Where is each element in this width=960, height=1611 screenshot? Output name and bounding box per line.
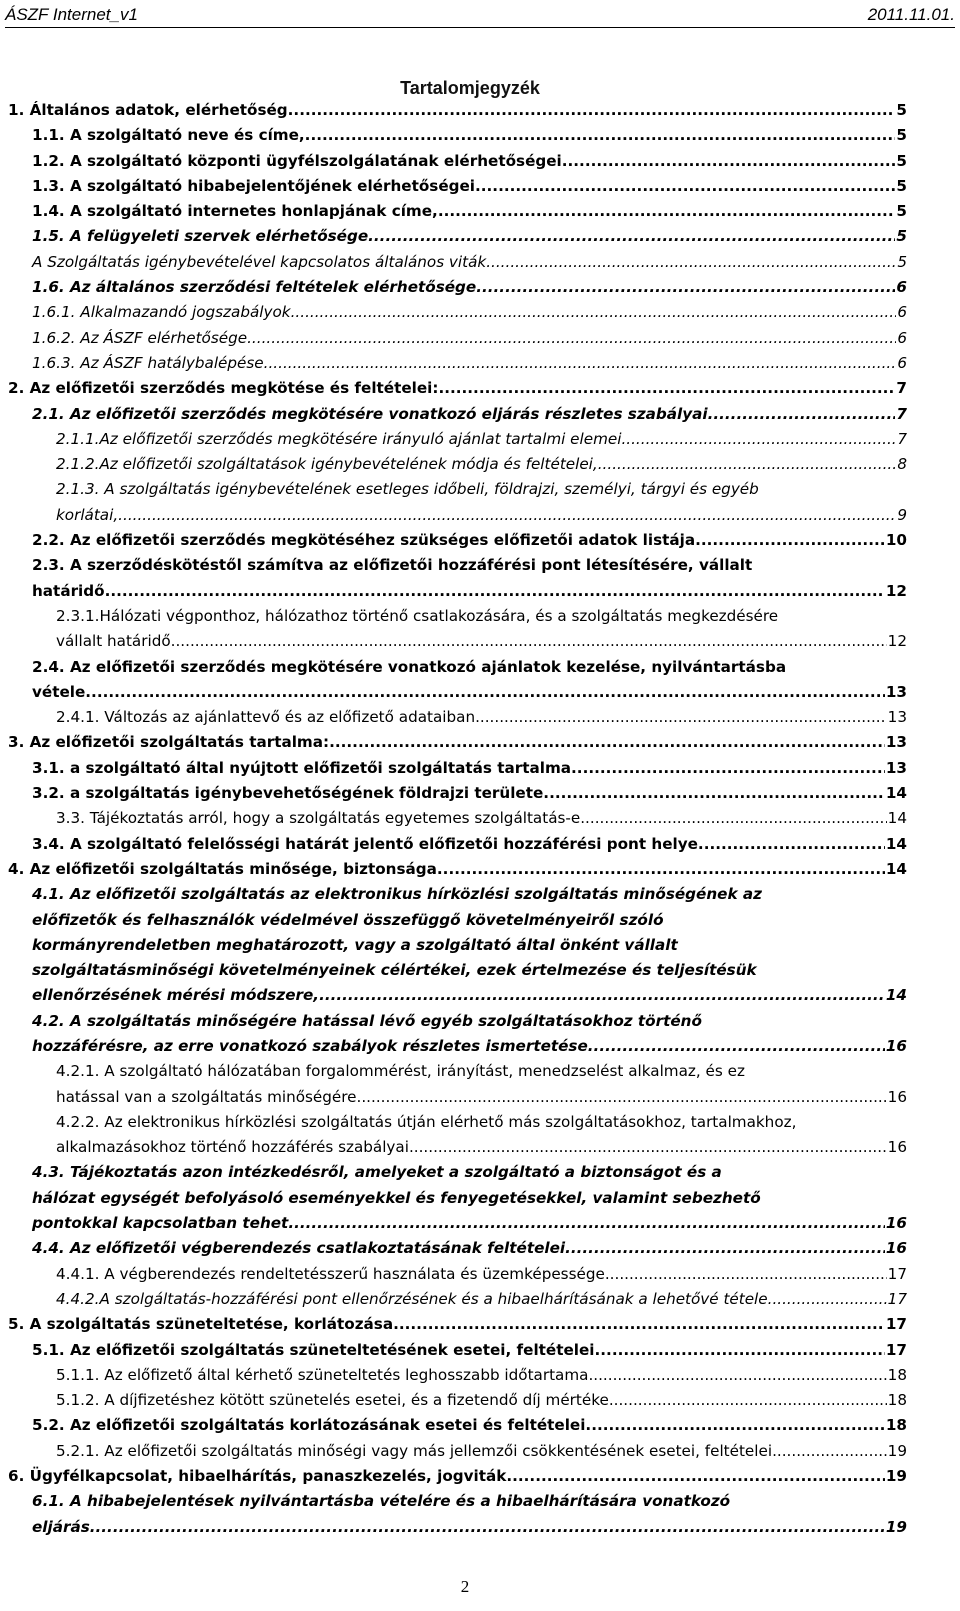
toc-entry-text: eljárás (32, 1517, 90, 1536)
toc-entry-text: 1.5. A felügyeleti szervek elérhetősége (32, 227, 369, 246)
toc-entry-text: 2.3.1.Hálózati végponthoz, hálózathoz történő csatlakozására, és a szolgáltatás megkezdésére (56, 606, 779, 625)
toc-entry[interactable] (0, 402, 907, 427)
toc-entry-text: 3.4. A szolgáltató felelősségi határát jelentő előfizetői hozzáférési pont helye (32, 834, 698, 853)
toc-entry-text: 2.1.3. A szolgáltatás igénybevételének esetleges időbeli, földrajzi, személyi, tárgyi és egyéb (56, 480, 759, 499)
dot-leader (609, 1388, 887, 1413)
dot-leader (768, 1287, 887, 1312)
toc-entry-text: hálózat egységét befolyásoló eseményekkel és fenyegetésekkel, valamint sebezhető (32, 1188, 761, 1207)
toc-entry-text: 2.1.2.Az előfizetői szolgáltatások igénybevételének módja és feltételei, (56, 455, 598, 474)
dot-leader (438, 199, 896, 224)
toc-page-number: 7 (896, 404, 907, 423)
toc-entry-text: 4.2.1. A szolgáltató hálózatában forgalommérést, irányítást, menedzselést alkalmaz, és ez (56, 1062, 745, 1081)
toc-entry[interactable] (0, 1439, 907, 1464)
toc-entry[interactable] (0, 1110, 907, 1161)
toc-entry-text: 1.2. A szolgáltató központi ügyfélszolgálatának elérhetőségei (32, 151, 562, 170)
toc-page-number: 18 (885, 1416, 907, 1435)
toc-entry-text: 2.4. Az előfizetői szerződés megkötésére vonatkozó ajánlatok kezelése, nyilvántartásba (32, 657, 787, 676)
toc-page-number: 14 (887, 809, 907, 828)
toc-page-number: 7 (897, 429, 907, 448)
toc-entry-text: korlátai, (56, 505, 119, 524)
dot-leader (695, 528, 885, 553)
dot-leader (329, 730, 885, 755)
dot-leader (562, 149, 896, 174)
toc-entry[interactable] (0, 1464, 907, 1489)
toc-page-number: 13 (885, 733, 907, 752)
toc-entry-text: ellenőrzésének mérési módszere, (32, 986, 320, 1005)
toc-entry[interactable] (0, 199, 907, 224)
toc-entry[interactable] (0, 1489, 907, 1540)
toc-entry-text: 1.3. A szolgáltató hibabejelentőjének elérhetőségei (32, 176, 475, 195)
dot-leader (571, 756, 885, 781)
toc-page-number: 17 (885, 1340, 907, 1359)
dot-leader (118, 503, 896, 528)
dot-leader (291, 300, 897, 325)
dot-leader (588, 1034, 885, 1059)
toc-entry[interactable] (0, 1338, 907, 1363)
toc-entry[interactable] (0, 1287, 907, 1312)
toc-entry-text: 2.2. Az előfizetői szerződés megkötéséhez szükséges előfizetői adatok listája (32, 531, 696, 550)
toc-entry[interactable] (0, 553, 907, 604)
toc-entry-text: 2.1. Az előfizetői szerződés megkötésére vonatkozó eljárás részletes szabályai (32, 404, 708, 423)
toc-entry[interactable] (0, 528, 907, 553)
toc-page-number: 6 (897, 328, 907, 347)
toc-page-number: 19 (885, 1467, 907, 1486)
dot-leader (437, 857, 885, 882)
dot-leader (708, 402, 896, 427)
toc-page-number: 17 (887, 1264, 907, 1283)
toc-page-number: 6 (897, 353, 907, 372)
toc-page-number: 19 (887, 1441, 907, 1460)
toc-entry-text: 3. Az előfizetői szolgáltatás tartalma: (8, 733, 330, 752)
toc-entry[interactable] (0, 655, 907, 706)
toc-page-number: 16 (885, 1214, 907, 1233)
toc-entry[interactable] (0, 123, 907, 148)
toc-entry-text: A Szolgáltatás igénybevételével kapcsolatos általános viták (32, 252, 487, 271)
dot-leader (772, 1439, 887, 1464)
toc-entry[interactable] (0, 730, 907, 755)
toc-entry-text: vállalt határidő (56, 632, 171, 651)
toc-entry[interactable] (0, 477, 907, 528)
toc-entry[interactable] (0, 781, 907, 806)
toc-entry[interactable] (0, 756, 907, 781)
toc-entry-text: 1.4. A szolgáltató internetes honlapjának címe, (32, 202, 438, 221)
toc-page-number: 13 (885, 758, 907, 777)
toc-entry-text: 3.3. Tájékoztatás arról, hogy a szolgáltatás egyetemes szolgáltatás-e (56, 809, 581, 828)
toc-entry[interactable] (0, 1312, 907, 1337)
dot-leader (90, 1515, 885, 1540)
toc-entry[interactable] (0, 250, 907, 275)
toc-entry[interactable] (0, 275, 907, 300)
toc-page-number: 6 (897, 303, 907, 322)
toc-page-number: 5 (896, 126, 907, 145)
toc-entry-text: kormányrendeletben meghatározott, vagy a szolgáltató által önként vállalt (32, 935, 678, 954)
dot-leader (264, 351, 897, 376)
toc-entry[interactable] (0, 1363, 907, 1388)
toc-page-number: 5 (897, 252, 907, 271)
dot-leader (506, 1464, 885, 1489)
toc-entry[interactable] (0, 1009, 907, 1060)
toc-entry[interactable] (0, 300, 907, 325)
toc-entry[interactable] (0, 1413, 907, 1438)
toc-entry[interactable] (0, 427, 907, 452)
dot-leader (698, 832, 885, 857)
toc-entry-text: vétele (32, 682, 86, 701)
toc-entry-text: 1.6.3. Az ÁSZF hatálybalépése (32, 353, 264, 372)
dot-leader (288, 1211, 885, 1236)
toc-entry-text: 2.1.1.Az előfizetői szerződés megkötésére irányuló ajánlat tartalmi elemei (56, 429, 622, 448)
dot-leader (486, 250, 896, 275)
toc-entry-text: 5.1.2. A díjfizetéshez kötött szünetelés esetei, és a fizetendő díj mértéke (56, 1391, 609, 1410)
toc-page-number: 5 (896, 101, 907, 119)
toc-entry-text: 4.4. Az előfizetői végberendezés csatlakoztatásának feltételei (32, 1239, 566, 1258)
toc-entry[interactable] (0, 1160, 907, 1236)
toc-page-number: 6 (896, 278, 907, 297)
toc-entry-text: 1.6.2. Az ÁSZF elérhetősége (32, 328, 248, 347)
toc-entry-text: 2.4.1. Változás az ajánlattevő és az előfizető adataiban (56, 708, 476, 727)
toc-entry-text: 3.1. a szolgáltató által nyújtott előfizetői szolgáltatás tartalma (32, 758, 572, 777)
toc-entry[interactable] (0, 98, 907, 123)
toc-entry-text: alkalmazásokhoz történő hozzáférés szabályai. (56, 1138, 414, 1157)
toc-page-number: 5 (896, 151, 907, 170)
toc-page-number: 14 (885, 784, 907, 803)
toc-entry-text: 4.4.1. A végberendezés rendeltetésszerű használata és üzemképessége (56, 1264, 605, 1283)
dot-leader (85, 680, 885, 705)
toc-page-number: 14 (885, 859, 907, 878)
toc-page-number: 16 (885, 1036, 907, 1055)
toc-entry-text: 3.2. a szolgáltatás igénybevehetőségének földrajzi területe (32, 784, 544, 803)
toc-entry-text: 1.6.1. Alkalmazandó jogszabályok (32, 303, 291, 322)
dot-leader (585, 1413, 884, 1438)
toc-page-number: 9 (897, 505, 907, 524)
toc-entry[interactable] (0, 376, 907, 401)
toc-page-number: 12 (885, 581, 907, 600)
toc-page-number: 5 (896, 176, 907, 195)
toc-entry-text: 4.3. Tájékoztatás azon intézkedésről, amelyeket a szolgáltató a biztonságot és a (32, 1163, 722, 1182)
toc-entry[interactable] (0, 604, 907, 655)
toc-page-number: 5 (896, 227, 907, 246)
dot-leader (368, 224, 895, 249)
toc-page-number: 16 (887, 1087, 907, 1106)
header-date: 2011.11.01. (867, 5, 955, 24)
toc-entry-text: 5.2.1. Az előfizetői szolgáltatás minőségi vagy más jellemzői csökkentésének esetei, feltételei (56, 1441, 773, 1460)
toc-entry[interactable] (0, 857, 907, 882)
toc-entry-text: 6. Ügyfélkapcsolat, hibaelhárítás, panaszkezelés, jogviták (8, 1467, 507, 1486)
toc-entry-text: 2. Az előfizetői szerződés megkötése és feltételei: (8, 379, 439, 398)
toc-page-number: 19 (885, 1517, 907, 1536)
header-doc-name: ÁSZF Internet_v1 (5, 5, 138, 24)
toc-entry-text: 1.1. A szolgáltató neve és címe, (32, 126, 305, 145)
dot-leader (565, 1236, 885, 1261)
toc-entry-text: előfizetők és felhasználók védelmével összefüggő követelményeiről szóló (32, 910, 664, 929)
dot-leader (580, 806, 886, 831)
toc-entry[interactable] (0, 452, 907, 477)
toc-entry[interactable] (0, 224, 907, 249)
dot-leader (543, 781, 885, 806)
table-of-contents (0, 98, 960, 1540)
toc-page-number: 17 (887, 1289, 907, 1308)
toc-entry[interactable] (0, 1388, 907, 1413)
toc-entry-text: 4.4.2.A szolgáltatás-hozzáférési pont ellenőrzésének és a hibaelhárításának a lehetővé tétele (56, 1289, 768, 1308)
dot-leader (305, 123, 896, 148)
dot-leader (588, 1363, 886, 1388)
dot-leader (288, 98, 896, 123)
toc-entry-text: 1. Általános adatok, elérhetőség (8, 101, 288, 119)
dot-leader (476, 275, 895, 300)
dot-leader (438, 376, 895, 401)
toc-entry[interactable] (0, 832, 907, 857)
toc-entry-text: 4.2. A szolgáltatás minőségére hatással lévő egyéb szolgáltatásokhoz történő (32, 1011, 702, 1030)
toc-entry-text: 2.3. A szerződéskötéstől számítva az előfizetői hozzáférési pont létesítésére, vállalt (32, 556, 753, 575)
toc-entry-text: 5. A szolgáltatás szüneteltetése, korlátozása (8, 1315, 394, 1334)
toc-entry-text: szolgáltatásminőségi követelményeinek célértékei, ezek értelmezése és teljesítésük (32, 961, 757, 980)
toc-entry[interactable] (0, 174, 907, 199)
toc-entry-text: 4.1. Az előfizetői szolgáltatás az elektronikus hírközlési szolgáltatás minőségének az (32, 885, 762, 904)
dot-leader (595, 1338, 885, 1363)
toc-entry[interactable] (0, 326, 907, 351)
toc-entry[interactable] (0, 1059, 907, 1110)
toc-entry-text: pontokkal kapcsolatban tehet (32, 1214, 289, 1233)
dot-leader (319, 983, 885, 1008)
toc-entry-text: határidő (32, 581, 105, 600)
dot-leader (361, 1085, 886, 1110)
toc-entry[interactable] (0, 705, 907, 730)
toc-page-number: 16 (885, 1239, 907, 1258)
toc-entry-text: hatással van a szolgáltatás minőségére. (56, 1087, 362, 1106)
dot-leader (475, 705, 887, 730)
toc-entry-text: 5.1.1. Az előfizető által kérhető szüneteltetés leghosszabb időtartama (56, 1365, 589, 1384)
toc-page-number: 7 (896, 379, 907, 398)
dot-leader (171, 629, 887, 654)
toc-entry-text: 4. Az előfizetői szolgáltatás minősége, biztonsága (8, 859, 437, 878)
toc-entry[interactable] (0, 1236, 907, 1261)
dot-leader (621, 427, 896, 452)
toc-entry-text: 5.1. Az előfizetői szolgáltatás szüneteltetésének esetei, feltételei (32, 1340, 595, 1359)
toc-page-number: 13 (887, 708, 907, 727)
toc-page-number: 14 (885, 834, 907, 853)
page-header (5, 5, 955, 28)
toc-page-number: 10 (885, 531, 907, 550)
page-number: 2 (460, 1577, 470, 1596)
dot-leader (605, 1262, 887, 1287)
toc-entry[interactable] (0, 351, 907, 376)
toc-entry-text: hozzáférésre, az erre vonatkozó szabályok részletes ismertetése (32, 1036, 588, 1055)
toc-entry-text: 5.2. Az előfizetői szolgáltatás korlátozásának esetei és feltételei (32, 1416, 586, 1435)
toc-entry-text: 1.6. Az általános szerződési feltételek elérhetősége (32, 278, 477, 297)
toc-page-number: 17 (885, 1315, 907, 1334)
toc-entry-text: 6.1. A hibabejelentések nyilvántartásba vételére és a hibaelhárítására vonatkozó (32, 1492, 731, 1511)
toc-page-number: 12 (887, 632, 907, 651)
toc-page-number: 13 (885, 682, 907, 701)
dot-leader (393, 1312, 885, 1337)
dot-leader (475, 174, 895, 199)
toc-entry[interactable] (0, 1262, 907, 1287)
toc-page-number: 16 (887, 1138, 907, 1157)
dot-leader (414, 1135, 887, 1160)
toc-page-number: 14 (885, 986, 907, 1005)
toc-entry[interactable] (0, 882, 907, 1008)
toc-title: Tartalomjegyzék (400, 78, 540, 98)
dot-leader (105, 579, 885, 604)
toc-page-number: 5 (896, 202, 907, 221)
dot-leader (598, 452, 897, 477)
toc-page-number: 18 (887, 1365, 907, 1384)
toc-entry-text: 4.2.2. Az elektronikus hírközlési szolgáltatás útján elérhető más szolgáltatásokhoz, tartalmakhoz, (56, 1112, 797, 1131)
toc-entry[interactable] (0, 149, 907, 174)
dot-leader (247, 326, 896, 351)
toc-page-number: 8 (897, 455, 907, 474)
toc-entry[interactable] (0, 806, 907, 831)
toc-page-number: 18 (887, 1391, 907, 1410)
